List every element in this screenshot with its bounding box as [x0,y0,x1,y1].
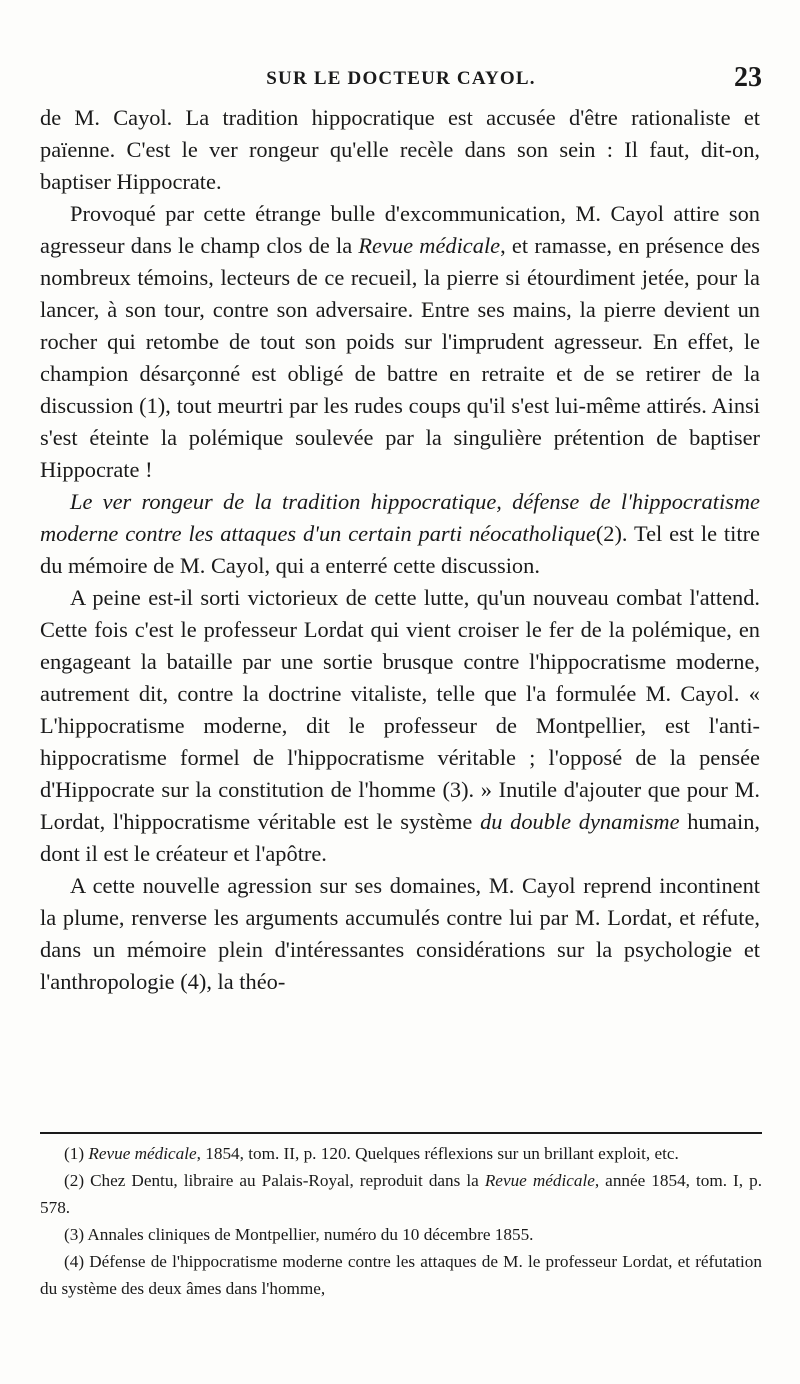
footnote-1 [40,1140,762,1167]
double-dynamisme-italic: du double dynamisme [480,809,680,834]
footnote-1-text: , 1854, tom. II, p. 120. Quelques réflexions sur un brillant exploit, etc. [196,1144,679,1163]
memoir-title-italic: Le ver rongeur de la tradition hippocratique, défense de l'hippocratisme moderne contre les attaques d'un certain parti néocatholique [40,489,760,546]
paragraph-2 [40,198,760,486]
paragraph-4-text-a: A peine est-il sorti victorieux de cette lutte, qu'un nouveau combat l'attend. Cette fois c'est le professeur Lordat qui vient croiser le fer de la polémique, en engageant la bataille par une sortie brusque contre l'hippocratisme moderne, autrement dit, contre la doctrine vitaliste, telle que l'a formulée M. Cayol. « L'hippocratisme moderne, dit le professeur de Montpellier, est l'anti-hippocratisme formel de l'hippocratisme véritable ; l'opposé de la pensée d'Hippocrate sur la constitution de l'homme (3). » Inutile d'ajouter que pour M. Lordat, l'hippocratisme véritable est le système [40,585,760,834]
footnote-rule [40,1132,762,1134]
journal-title-italic: Revue médicale [358,233,501,258]
paragraph-2-text-a: Provoqué par cette étrange bulle d'excommunication, M. Cayol attire son agresseur dans le champ clos de la [40,201,760,258]
footnote-2-journal-italic: Revue médicale [484,1171,595,1190]
paragraph-3 [40,486,760,582]
running-title: SUR LE DOCTEUR CAYOL. [266,68,536,89]
footnote-1-marker: (1) [64,1144,89,1163]
running-head [40,62,762,98]
paragraph-2-text-c: , et ramasse, en présence des nombreux témoins, lecteurs de ce recueil, la pierre si étourdiment jetée, pour la lancer, à son tour, contre son adversaire. Entre ses mains, la pierre devient un rocher qui retombe de tout son poids sur l'imprudent agresseur. En effet, le champion désarçonné est obligé de battre en retraite et de se retirer de la discussion (1), tout meurtri par les rudes coups qu'il s'est lui-même attirés. Ainsi s'est éteinte la polémique soulevée par la singulière prétention de baptiser Hippocrate ! [40,233,760,482]
page-number: 23 [734,62,762,93]
footnote-3: (3) Annales cliniques de Montpellier, numéro du 10 décembre 1855. [64,1225,534,1244]
paragraph-3-text-b: (2). Tel est le titre du mémoire de M. Cayol, qui a enterré cette discussion. [40,521,760,578]
footnote-2-text-a: (2) Chez Dentu, libraire au Palais-Royal, reproduit dans la [64,1171,485,1190]
footnotes [40,1140,762,1302]
footnote-2 [40,1167,762,1221]
paragraph-1: de M. Cayol. La tradition hippocratique est accusée d'être rationaliste et païenne. C'est le ver rongeur qu'elle recèle dans son sein : Il faut, dit-on, baptiser Hippocrate. [40,105,760,194]
paragraph-4 [40,582,760,870]
paragraph-4-text-c: humain, dont il est le créateur et l'apôtre. [40,809,760,866]
body-text [40,102,760,998]
paragraph-5: A cette nouvelle agression sur ses domaines, M. Cayol reprend incontinent la plume, renverse les arguments accumulés contre lui par M. Lordat, et réfute, dans un mémoire plein d'intéressantes considérations sur la psychologie et l'anthropologie (4), la théo- [40,873,760,994]
footnote-2-text-c: , année 1854, tom. I, p. 578. [40,1171,762,1217]
footnote-1-journal-italic: Revue médicale [88,1144,197,1163]
footnote-4: (4) Défense de l'hippocratisme moderne contre les attaques de M. le professeur Lordat, et réfutation du système des deux âmes dans l'homme, [40,1252,762,1298]
